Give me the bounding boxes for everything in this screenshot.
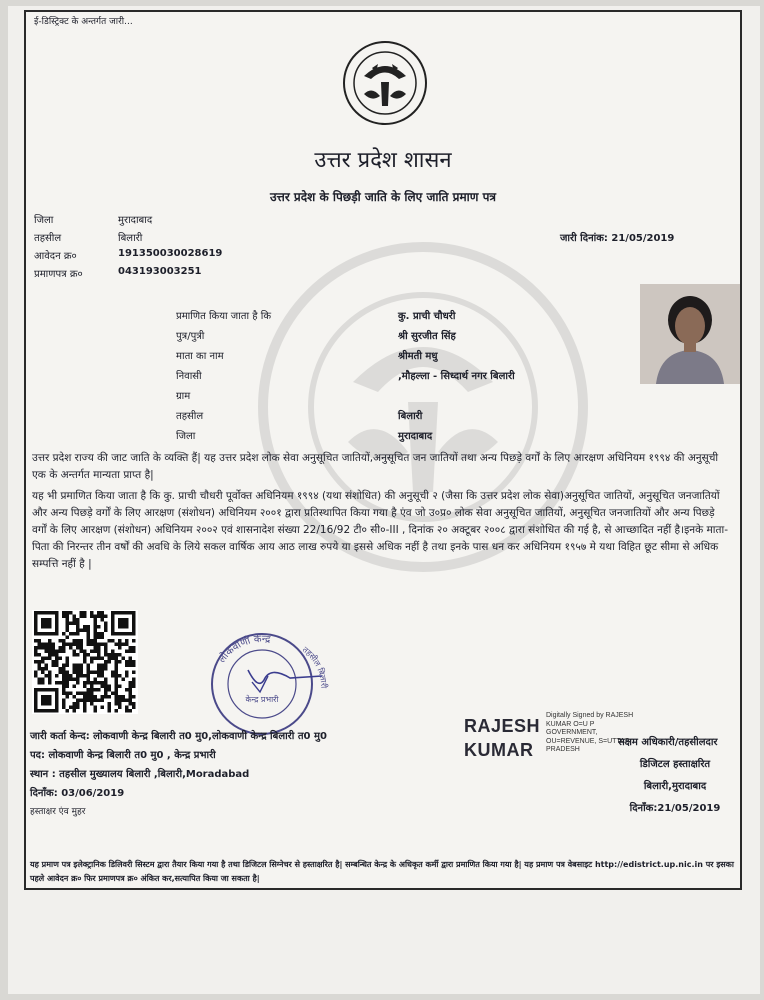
- detail-label-parent: पुत्र/पुत्री: [176, 331, 205, 342]
- district-label: जिला: [34, 215, 54, 226]
- application-number: 191350030028619: [118, 248, 223, 259]
- issuer-post: पद: लोकवाणी केन्द्र बिलारी त0 मु0 , केन्द्र प्रभारी: [30, 750, 216, 761]
- stamp-inner-text: केन्द्र प्रभारी: [245, 695, 279, 704]
- sign-and-seal-label: हस्ताक्षर एंव मुहर: [30, 807, 86, 817]
- digitally-signed-label: डिजिटल हस्ताक्षरित: [639, 759, 711, 770]
- application-label: आवेदन क्र०: [34, 251, 77, 262]
- issuing-center: जारी कर्ता केन्द: लोकवाणी केन्द्र बिलारी त0 मु0,लोकवाणी केन्द्र बिलारी त0 मु0: [30, 731, 327, 742]
- detail-label-certify: प्रमाणित किया जाता है कि: [176, 311, 272, 322]
- detail-label-mother: माता का नाम: [176, 351, 224, 362]
- detail-label-residence: निवासी: [176, 371, 202, 382]
- digital-signature-name-line1: RAJESH: [464, 716, 541, 736]
- header-note: ई-डिस्ट्रिक्ट के अन्तर्गत जारी...: [34, 17, 133, 27]
- detail-label-village: ग्राम: [176, 391, 191, 402]
- issue-date: जारी दिनांक: 21/05/2019: [560, 233, 675, 244]
- district-value: मुरादाबाद: [118, 215, 153, 226]
- detail-tehsil-value: बिलारी: [398, 411, 423, 422]
- certificate-subtitle: उत्तर प्रदेश के पिछड़ी जाति के लिए जाति प्रमाण पत्र: [269, 190, 497, 204]
- stamp-side-text: तहसील बिलारी: [300, 645, 329, 689]
- digital-signature-details: Digitally Signed by RAJESH KUMAR O=U P GOVERNMENT, OU=REVENUE, S=UTTAR PRADESH: [546, 712, 634, 753]
- certificate-frame: [24, 10, 742, 890]
- residence-value: ,मौहल्ला - सिध्दार्थ नगर बिलारी: [398, 371, 515, 382]
- detail-label-district: जिला: [176, 431, 196, 442]
- detail-label-tehsil: तहसील: [176, 411, 204, 422]
- page-title: उत्तर प्रदेश शासन: [314, 148, 452, 173]
- person-photo-icon: [640, 284, 740, 384]
- qr-code-icon: [32, 610, 138, 714]
- tehsil-value: बिलारी: [118, 233, 143, 244]
- qr-code: [32, 610, 138, 714]
- issue-place: स्थान : तहसील मुख्यालय बिलारी ,बिलारी,Moradabad: [30, 769, 250, 780]
- up-government-emblem-icon: [342, 40, 428, 126]
- father-name: श्री सुरजीत सिंह: [398, 331, 456, 342]
- caste-statement-paragraph: उत्तर प्रदेश राज्य की जाट जाति के व्यक्ति हैं| यह उत्तर प्रदेश लोक सेवा अनुसूचित जातियों,अनुसूचित जन जातियों तथा अन्य पिछड़े वर्गों के लिए आरक्षण अधिनियम १९९४ की अनुसूची एक के अन्तर्गत मान्यता प्राप्त है|: [32, 452, 719, 481]
- footer-verification-note: यह प्रमाण पत्र इलेक्ट्रानिक डिलिवरी सिस्टम द्वारा तैयार किया गया है तथा डिजिटल सिग्नेचर से हस्ताक्षरित है| सम्बन्धित केन्द्र के अधिकृत कर्मी द्वारा प्रमाणित किया गया है| यह प्रमाण पत्र वेबसाइट http://edistrict.up.nic.in पर इसका पहले आवेदन क्र० फिर प्रमाणपत्र क्र० अंकित कर,सत्यापित किया जा सकता है|: [30, 860, 734, 883]
- certificate-number: 043193003251: [118, 266, 202, 277]
- stamp-top-text: लोकवाणी केन्द्र: [216, 633, 272, 666]
- svg-text:लोकवाणी केन्द्र: [216, 633, 272, 665]
- official-stamp-icon: [194, 618, 330, 736]
- mother-name: श्रीमती मधु: [398, 351, 438, 362]
- eligibility-statement-paragraph: यह भी प्रमाणित किया जाता है कि कु. प्राची चौधरी पूर्वोक्त अधिनियम १९९४ (यथा संशोधित) की अनुसूची २ (जैसा कि उत्तर प्रदेश लोक सेवा)अनुसूचित जातियों, अनुसूचित जनजातियों और अन्य पिछड़े वर्गों के लिए आरक्षण (संशोधन) अधिनियम २००१ द्वारा प्रतिस्थापित किया गया है एंव जो उ०प्र० लोक सेवा अनुसूचित जातियों, अनुसूचित जनजातियों और अन्य पिछड़े वर्गों के लिए आरक्षण (संशोधन) अधिनियम २००२ एवं शासनादेश संख्या 22/16/92 टी० सी०-III , दिनांक २० अक्टूबर २००८ द्वारा संशोधित की गई है, से आच्छादित नहीं है।इनके माता-पिता की निरन्तर तीन वर्षों की अवधि के लिये सकल वार्षिक आय आठ लाख रुपये या इससे अधिक नहीं है तथा इनके पास धन कर अधिनियम १९५७ मे यथा विहित छूट सीमा से अधिक सम्पत्ति नहीं है |: [32, 490, 728, 570]
- authority-place: बिलारी,मुरादाबाद: [643, 781, 707, 792]
- applicant-photo: [640, 284, 740, 384]
- competent-authority-title: सक्षम अधिकारी/तहसीलदार: [618, 737, 718, 748]
- issuer-date: दिनाँक: 03/06/2019: [30, 788, 125, 799]
- digital-signature-name-line2: KUMAR: [464, 740, 534, 760]
- authority-date: दिनाँक:21/05/2019: [629, 803, 721, 814]
- tehsil-label: तहसील: [34, 233, 62, 244]
- applicant-name: कु. प्राची चौधरी: [398, 311, 456, 322]
- detail-district-value: मुरादाबाद: [398, 431, 433, 442]
- certificate-number-label: प्रमाणपत्र क्र०: [34, 269, 83, 280]
- svg-text:तहसील बिलारी: [301, 645, 330, 689]
